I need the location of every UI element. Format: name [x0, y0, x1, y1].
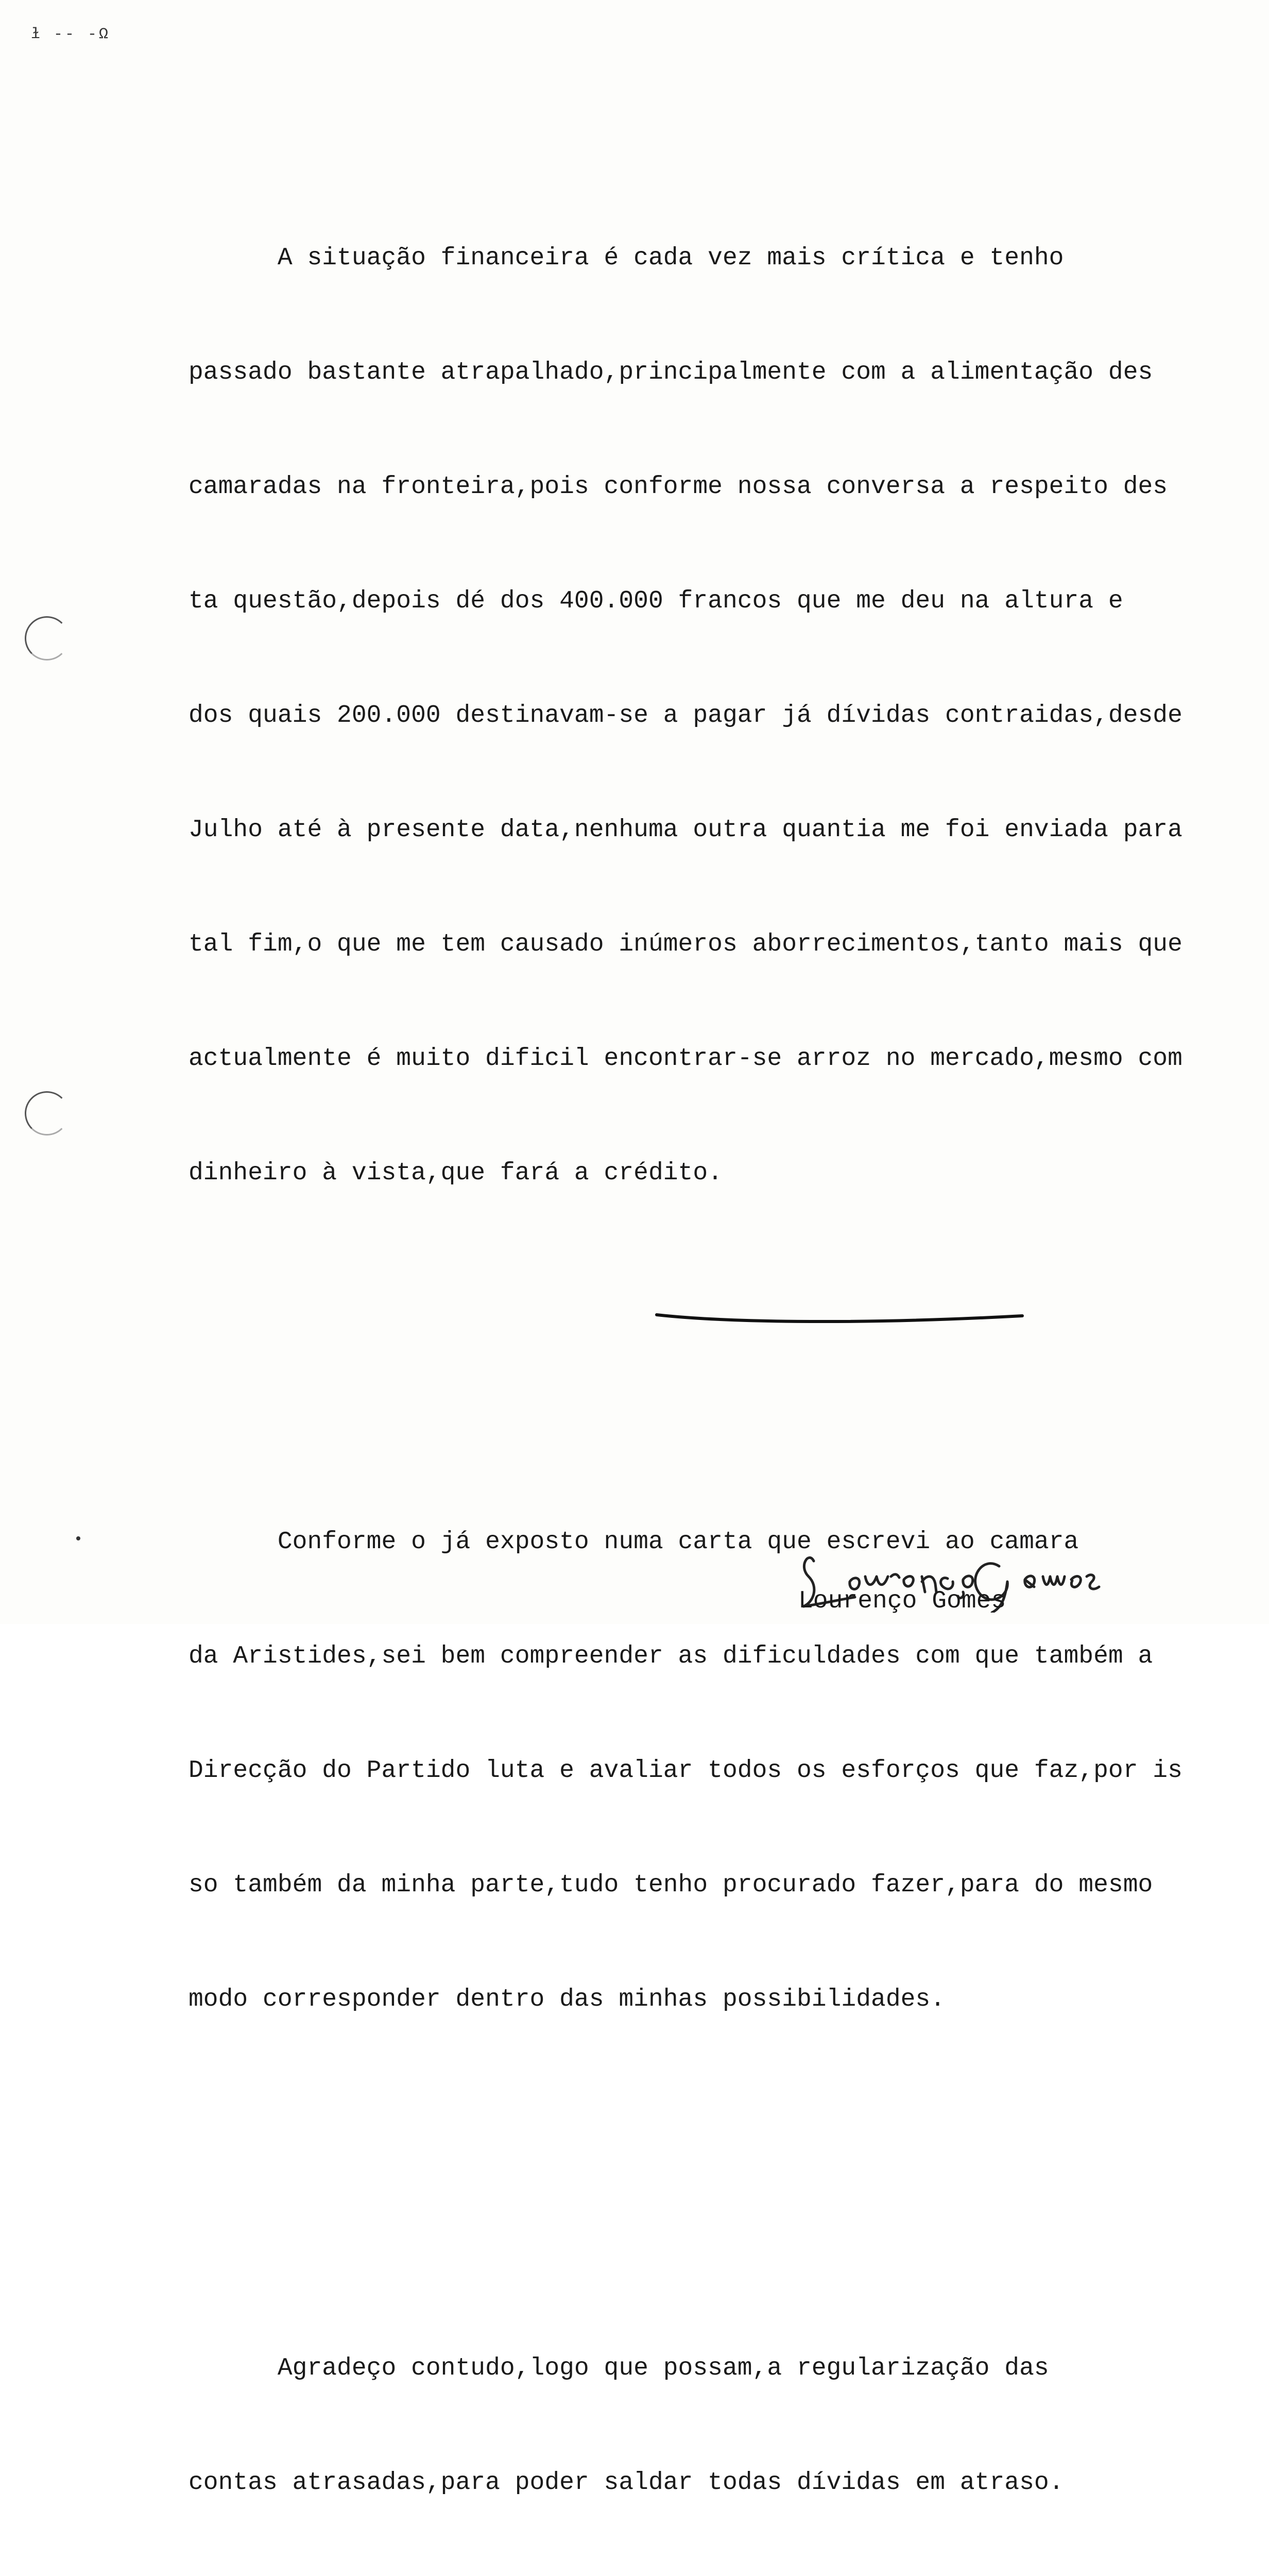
text-line: Julho até à presente data,nenhuma outra quantia me foi enviada para	[188, 816, 1182, 844]
text-line: Agradeço contudo,logo que possam,a regularização das	[188, 2354, 1049, 2382]
text-line: ta questão,depois dé dos 400.000 francos que me deu na altura e	[188, 587, 1123, 615]
text-line: A situação financeira é cada vez mais crítica e tenho	[188, 244, 1064, 272]
punch-hole-bottom	[25, 1091, 69, 1136]
text-line: tal fim,o que me tem causado inúmeros aborrecimentos,tanto mais que	[188, 930, 1182, 958]
text-line: Conforme o já exposto numa carta que escrevi ao camara	[188, 1528, 1079, 1556]
text-line: da Aristides,sei bem compreender as dificuldades com que também a	[188, 1642, 1153, 1670]
text-line: dos quais 200.000 destinavam-se a pagar já dívidas contraidas,desde	[188, 702, 1182, 730]
punch-hole-top	[25, 616, 69, 660]
typed-signatory-name: Lourenço Gomes	[798, 1587, 1006, 1615]
text-line: camaradas na fronteira,pois conforme nossa conversa a respeito des	[188, 473, 1168, 501]
paragraph-2	[188, 1447, 1239, 2095]
text-line: modo corresponder dentro das minhas possibilidades.	[188, 1986, 946, 2013]
text-line: so também da minha parte,tudo tenho procurado fazer,para do mesmo	[188, 1871, 1153, 1899]
letter-body	[188, 87, 1239, 2576]
text-line: contas atrasadas,para poder saldar todas dívidas em atraso.	[188, 2469, 1064, 2497]
paragraph-3	[188, 2273, 1239, 2576]
text-line: dinheiro à vista,que fará a crédito.	[188, 1159, 723, 1187]
text-line: Direcção do Partido luta e avaliar todos os esforços que faz,por is	[188, 1757, 1182, 1785]
corner-mark: ɫ -- -Ω	[31, 26, 111, 43]
text-line: passado bastante atrapalhado,principalmente com a alimentação des	[188, 359, 1153, 386]
signature-block	[793, 1546, 1205, 1623]
paragraph-1	[188, 163, 1239, 1268]
handwritten-underline	[654, 1306, 1025, 1326]
text-line: actualmente é muito dificil encontrar-se arroz no mercado,mesmo com	[188, 1045, 1182, 1073]
ink-speck	[76, 1536, 80, 1540]
